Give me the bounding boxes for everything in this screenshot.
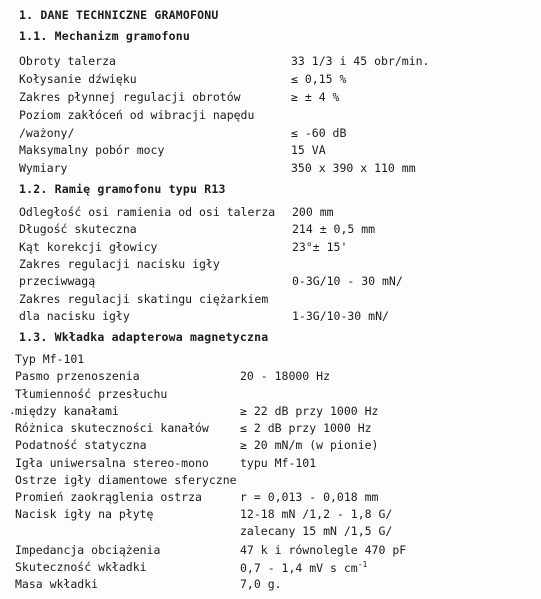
spec-label: Ostrze igły diamentowe sferyczne xyxy=(15,473,237,487)
stray-mark: . xyxy=(9,404,16,417)
spec-value: typu Mf-101 xyxy=(240,456,317,470)
spec-value: r = 0,013 - 0,018 mm xyxy=(240,490,379,504)
spec-row xyxy=(0,456,541,472)
spec-row xyxy=(0,404,541,420)
spec-label: Podatność statyczna xyxy=(15,438,147,452)
spec-row xyxy=(0,54,541,70)
document-title: 1. DANE TECHNICZNE GRAMOFONU xyxy=(19,8,219,22)
spec-value: ≥ 22 dB przy 1000 Hz xyxy=(240,404,379,418)
spec-value: 15 VA xyxy=(291,143,326,157)
spec-label: Poziom zakłóceń od wibracji napędu xyxy=(19,108,255,122)
spec-label: dla nacisku igły xyxy=(19,309,130,323)
spec-row xyxy=(0,524,541,540)
spec-label: przeciwwagą xyxy=(19,274,96,288)
section-heading-1-2: 1.2. Ramię gramofonu typu R13 xyxy=(19,182,226,196)
section-heading-1-3: 1.3. Wkładka adapterowa magnetyczna xyxy=(19,330,269,344)
spec-label: Nacisk igły na płytę xyxy=(15,507,154,521)
spec-label: Typ Mf-101 xyxy=(15,352,85,366)
spec-value: 7,0 g. xyxy=(240,577,282,591)
spec-row xyxy=(0,222,541,238)
exponent: -1 xyxy=(357,560,368,569)
spec-row xyxy=(0,257,541,273)
spec-row xyxy=(0,126,541,142)
spec-label: Obroty talerza xyxy=(19,54,116,68)
spec-label: Zakres płynnej regulacji obrotów xyxy=(19,90,241,104)
spec-row xyxy=(0,274,541,290)
spec-value: 200 mm xyxy=(292,205,334,219)
spec-row xyxy=(0,292,541,308)
spec-row xyxy=(0,560,541,576)
section-heading-1-1: 1.1. Mechanizm gramofonu xyxy=(19,29,190,43)
spec-row xyxy=(0,143,541,159)
spec-label: Masa wkładki xyxy=(15,577,99,591)
spec-label: między kanałami xyxy=(15,404,119,418)
spec-row xyxy=(0,309,541,325)
spec-label: Długość skuteczna xyxy=(19,222,137,236)
spec-value: zalecany 15 mN /1,5 G/ xyxy=(240,524,393,538)
spec-label: Odległość osi ramienia od osi talerza xyxy=(19,205,276,219)
spec-label: Różnica skuteczności kanałów xyxy=(15,421,209,435)
spec-row xyxy=(0,577,541,593)
spec-value xyxy=(240,560,367,575)
spec-value-text: 0,7 - 1,4 mV s cm xyxy=(240,561,358,575)
spec-label: Tłumienność przesłuchu xyxy=(15,387,168,401)
spec-value: 12-18 mN /1,2 - 1,8 G/ xyxy=(240,507,393,521)
spec-label: Promień zaokrąglenia ostrza xyxy=(15,490,202,504)
spec-value: 23°± 15' xyxy=(292,240,348,254)
spec-value: 33 1/3 i 45 obr/min. xyxy=(291,54,430,68)
spec-label: Impedancja obciążenia xyxy=(15,543,161,557)
spec-row xyxy=(0,108,541,124)
spec-label: Zakres regulacji skatingu ciężarkiem xyxy=(19,292,269,306)
spec-value: ≤ 0,15 % xyxy=(291,72,347,86)
spec-row xyxy=(0,352,541,368)
spec-row xyxy=(0,205,541,221)
spec-value: ≤ 2 dB przy 1000 Hz xyxy=(240,421,372,435)
spec-row xyxy=(0,473,541,489)
spec-label: Wymiary xyxy=(19,161,68,175)
spec-label: Igła uniwersalna stereo-mono xyxy=(15,456,209,470)
spec-row xyxy=(0,507,541,523)
spec-label: Maksymalny pobór mocy xyxy=(19,143,165,157)
spec-row xyxy=(0,387,541,403)
spec-value: 214 ± 0,5 mm xyxy=(292,222,376,236)
spec-value: 1-3G/10-30 mN/ xyxy=(292,309,389,323)
spec-value: 20 - 18000 Hz xyxy=(240,369,331,383)
spec-value: ≤ -60 dB xyxy=(291,126,347,140)
spec-row xyxy=(0,161,541,177)
spec-value: 47 k i równolegle 470 pF xyxy=(240,543,407,557)
spec-row xyxy=(0,490,541,506)
spec-label: Skuteczność wkładki xyxy=(15,560,147,574)
spec-label: Kąt korekcji głowicy xyxy=(19,240,158,254)
spec-value: ≥ 20 mN/m (w pionie) xyxy=(240,438,379,452)
spec-label: Zakres regulacji nacisku igły xyxy=(19,257,220,271)
spec-row xyxy=(0,438,541,454)
spec-label: /ważony/ xyxy=(19,126,75,140)
spec-label: Pasmo przenoszenia xyxy=(15,369,140,383)
spec-value: 0-3G/10 - 30 mN/ xyxy=(292,274,403,288)
spec-row xyxy=(0,543,541,559)
spec-value: ≥ ± 4 % xyxy=(291,90,340,104)
spec-row xyxy=(0,421,541,437)
spec-row xyxy=(0,90,541,106)
spec-row xyxy=(0,72,541,88)
spec-row xyxy=(0,369,541,385)
spec-value: 350 x 390 x 110 mm xyxy=(291,161,416,175)
spec-label: Kołysanie dźwięku xyxy=(19,72,137,86)
spec-row xyxy=(0,240,541,256)
